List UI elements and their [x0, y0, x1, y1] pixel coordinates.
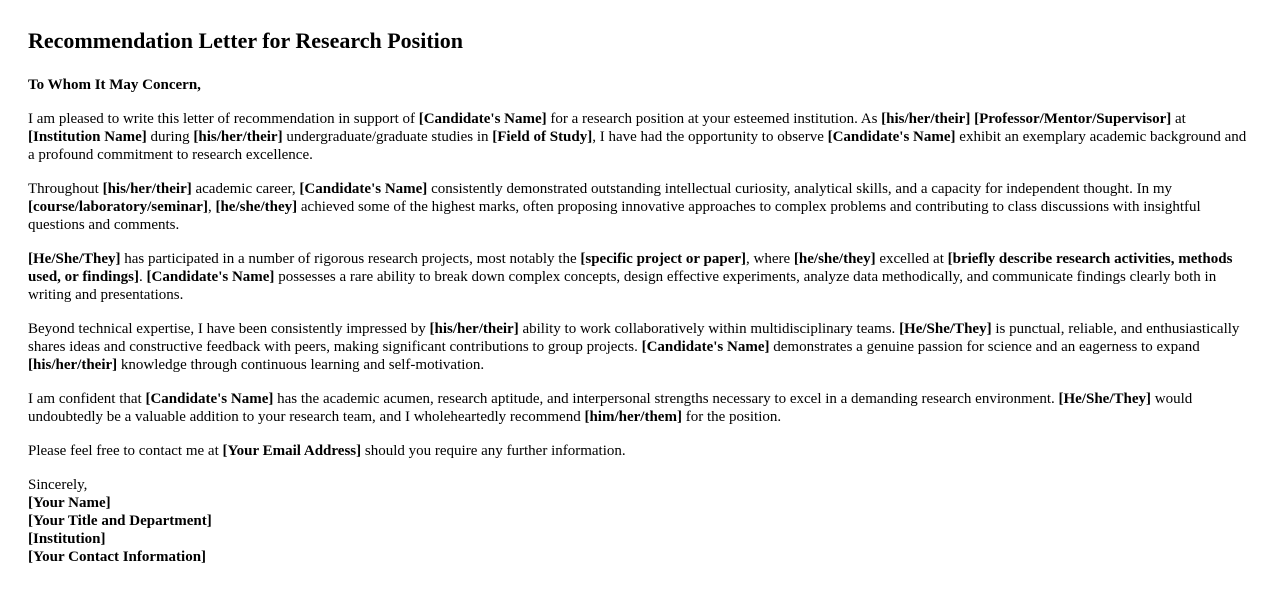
paragraph-text: knowledge through continuous learning and self-motivation. [117, 357, 485, 373]
salutation: To Whom It May Concern, [28, 77, 201, 93]
placeholder-field: [Candidate's Name] [146, 269, 275, 285]
placeholder-field: [him/her/them] [584, 409, 682, 425]
signer-name: [Your Name] [28, 495, 111, 511]
paragraph-text: academic career, [191, 181, 300, 197]
paragraph-text: has the academic acumen, research aptitude, and interpersonal strengths necessary to excel in a demanding research environment. [273, 391, 1059, 407]
paragraph-text: Throughout [28, 181, 103, 197]
placeholder-field: [Candidate's Name] [827, 129, 956, 145]
placeholder-field: [Candidate's Name] [418, 111, 547, 127]
placeholder-field: [Professor/Mentor/Supervisor] [974, 111, 1172, 127]
placeholder-field: [his/her/their] [429, 321, 519, 337]
paragraph-text: has participated in a number of rigorous research projects, most notably the [120, 251, 581, 267]
paragraph-text: , [207, 199, 216, 215]
body-paragraph [28, 320, 1250, 374]
paragraph-text: , where [746, 251, 794, 267]
body-paragraph [28, 250, 1250, 304]
paragraph-text: , I have had the opportunity to observe [592, 129, 828, 145]
paragraph-text: I am pleased to write this letter of recommendation in support of [28, 111, 419, 127]
body-paragraph [28, 110, 1250, 164]
placeholder-field: [Your Email Address] [222, 443, 362, 459]
paragraph-text: would undoubtedly be a valuable addition to your research team, and I wholeheartedly recommend [28, 391, 1193, 425]
signer-institution: [Institution] [28, 531, 106, 547]
paragraph-text: at [1171, 111, 1186, 127]
placeholder-field: [Institution Name] [28, 129, 147, 145]
placeholder-field: [he/she/they] [793, 251, 876, 267]
paragraph-text: achieved some of the highest marks, often proposing innovative approaches to complex problems and contributing to class discussions with insightful questions and comments. [28, 199, 1201, 233]
placeholder-field: [briefly describe research activities, methods used, or findings] [28, 251, 1233, 285]
paragraph-text: I am confident that [28, 391, 146, 407]
paragraph-text: possesses a rare ability to break down complex concepts, design effective experiments, analyze data methodically, and communicate findings clearly both in writing and presentations. [28, 269, 1217, 303]
paragraph-text: ability to work collaboratively within multidisciplinary teams. [518, 321, 900, 337]
letter-title: Recommendation Letter for Research Position [28, 28, 464, 53]
placeholder-field: [Candidate's Name] [641, 339, 770, 355]
placeholder-field: [He/She/They] [1058, 391, 1151, 407]
body-paragraph [28, 180, 1250, 234]
body-paragraph [28, 442, 1250, 460]
paragraph-text: should you require any further information. [361, 443, 626, 459]
paragraph-text: is punctual, reliable, and enthusiastically shares ideas and constructive feedback with peers, making significant contributions to group projects. [28, 321, 1240, 355]
paragraph-text: consistently demonstrated outstanding intellectual curiosity, analytical skills, and a capacity for independent thought. In my [427, 181, 1172, 197]
signer-title-department: [Your Title and Department] [28, 513, 212, 529]
paragraph-text: Beyond technical expertise, I have been consistently impressed by [28, 321, 430, 337]
paragraph-text: demonstrates a genuine passion for science and an eagerness to expand [769, 339, 1200, 355]
placeholder-field: [his/her/their] [28, 357, 118, 373]
placeholder-field: [Candidate's Name] [299, 181, 428, 197]
placeholder-field: [his/her/their] [102, 181, 192, 197]
paragraph-text: exhibit an exemplary academic background and a profound commitment to research excellence. [28, 129, 1247, 163]
paragraph-text: excelled at [875, 251, 948, 267]
paragraph-text: . [139, 269, 147, 285]
signature-block [28, 476, 1250, 566]
body-paragraph [28, 390, 1250, 426]
paragraph-text: for the position. [681, 409, 782, 425]
signer-contact: [Your Contact Information] [28, 549, 207, 565]
placeholder-field: [his/her/their] [881, 111, 971, 127]
paragraph-text: for a research position at your esteemed institution. As [546, 111, 882, 127]
paragraph-text: during [146, 129, 194, 145]
paragraph-text: undergraduate/graduate studies in [282, 129, 493, 145]
placeholder-field: [he/she/they] [215, 199, 298, 215]
placeholder-field: [Field of Study] [492, 129, 593, 145]
sign-off: Sincerely, [28, 477, 88, 493]
placeholder-field: [He/She/They] [899, 321, 992, 337]
paragraph-text: Please feel free to contact me at [28, 443, 223, 459]
placeholder-field: [Candidate's Name] [145, 391, 274, 407]
placeholder-field: [specific project or paper] [580, 251, 747, 267]
placeholder-field: [his/her/their] [193, 129, 283, 145]
placeholder-field: [He/She/They] [28, 251, 121, 267]
placeholder-field: [course/laboratory/seminar] [28, 199, 208, 215]
